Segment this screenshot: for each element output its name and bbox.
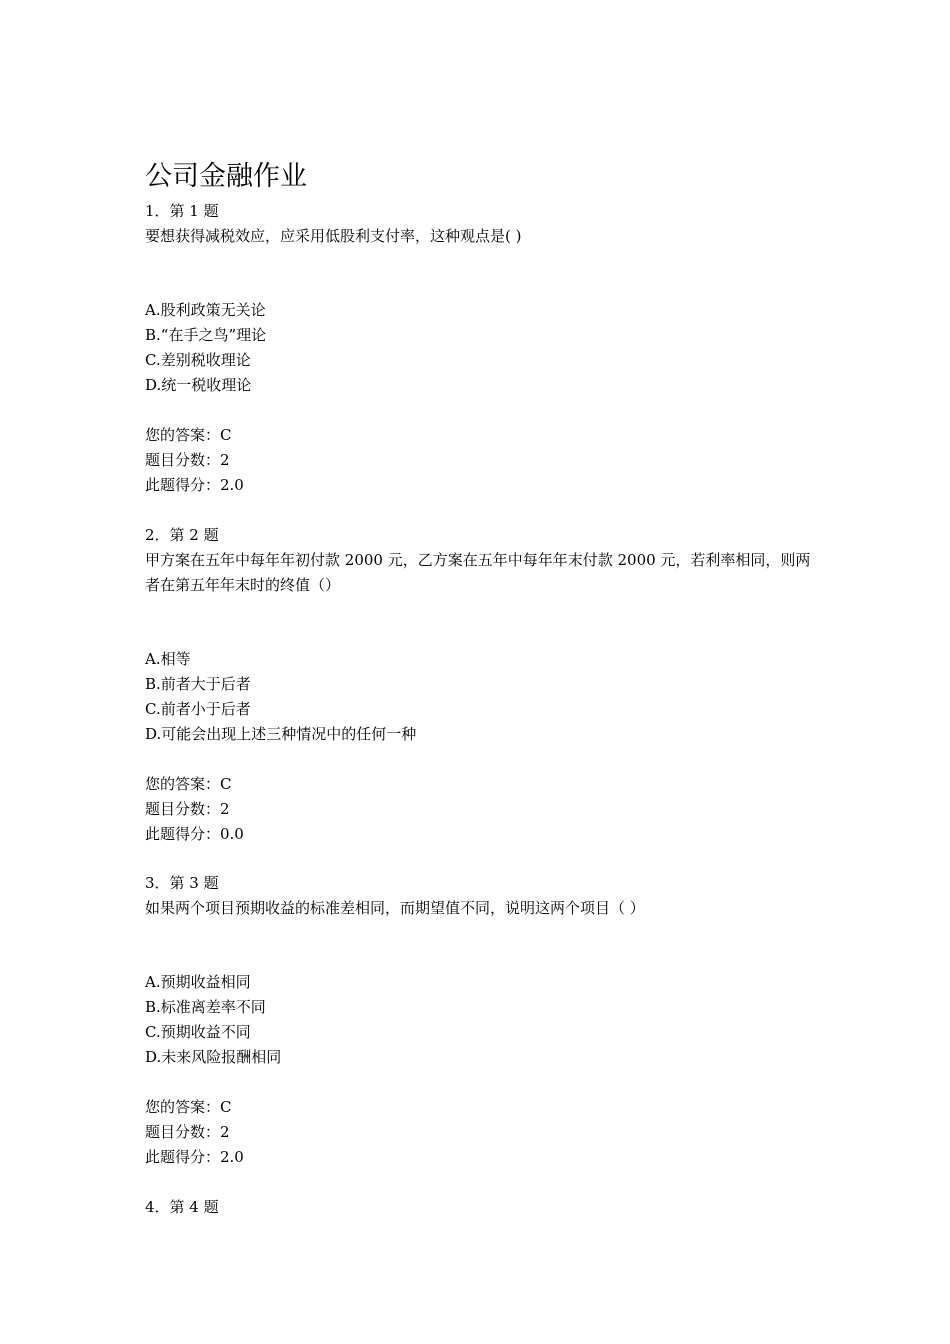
question-score: 题目分数：2 (145, 1123, 230, 1141)
earned-score: 此题得分：0.0 (145, 825, 244, 843)
option-a: A.相等 (145, 650, 191, 668)
option-d: D.统一税收理论 (145, 376, 252, 394)
option-b: B.标准离差率不同 (145, 998, 266, 1016)
your-answer: 您的答案：C (145, 426, 232, 444)
earned-score: 此题得分：2.0 (145, 1148, 244, 1166)
option-a: A.预期收益相同 (145, 973, 251, 991)
option-b: B.“在手之鸟”理论 (145, 326, 267, 344)
option-c: C.预期收益不同 (145, 1023, 251, 1041)
question-1 (145, 199, 815, 498)
question-3 (145, 871, 815, 1170)
option-c: C.差别税收理论 (145, 351, 251, 369)
question-header: 2．第 2 题 (145, 526, 219, 544)
your-answer: 您的答案：C (145, 1098, 232, 1116)
question-header: 3．第 3 题 (145, 874, 219, 892)
question-stem: 要想获得减税效应，应采用低股利支付率，这种观点是( ) (145, 227, 522, 245)
question-stem: 如果两个项目预期收益的标准差相同，而期望值不同，说明这两个项目（ ） (145, 899, 645, 917)
option-b: B.前者大于后者 (145, 675, 251, 693)
question-stem: 甲方案在五年中每年年初付款 2000 元，乙方案在五年中每年年末付款 2000 元，若利率相同，则两者在第五年年末时的终值（） (145, 551, 811, 594)
question-score: 题目分数：2 (145, 451, 230, 469)
question-header: 4．第 4 题 (145, 1198, 219, 1216)
option-a: A.股利政策无关论 (145, 301, 266, 319)
question-header: 1．第 1 题 (145, 202, 219, 220)
option-d: D.未来风险报酬相同 (145, 1048, 282, 1066)
option-d: D.可能会出现上述三种情况中的任何一种 (145, 725, 417, 743)
earned-score: 此题得分：2.0 (145, 476, 244, 494)
your-answer: 您的答案：C (145, 775, 232, 793)
question-2 (145, 523, 815, 847)
question-4 (145, 1195, 219, 1220)
document-title: 公司金融作业 (145, 161, 307, 192)
option-c: C.前者小于后者 (145, 700, 251, 718)
question-score: 题目分数：2 (145, 800, 230, 818)
